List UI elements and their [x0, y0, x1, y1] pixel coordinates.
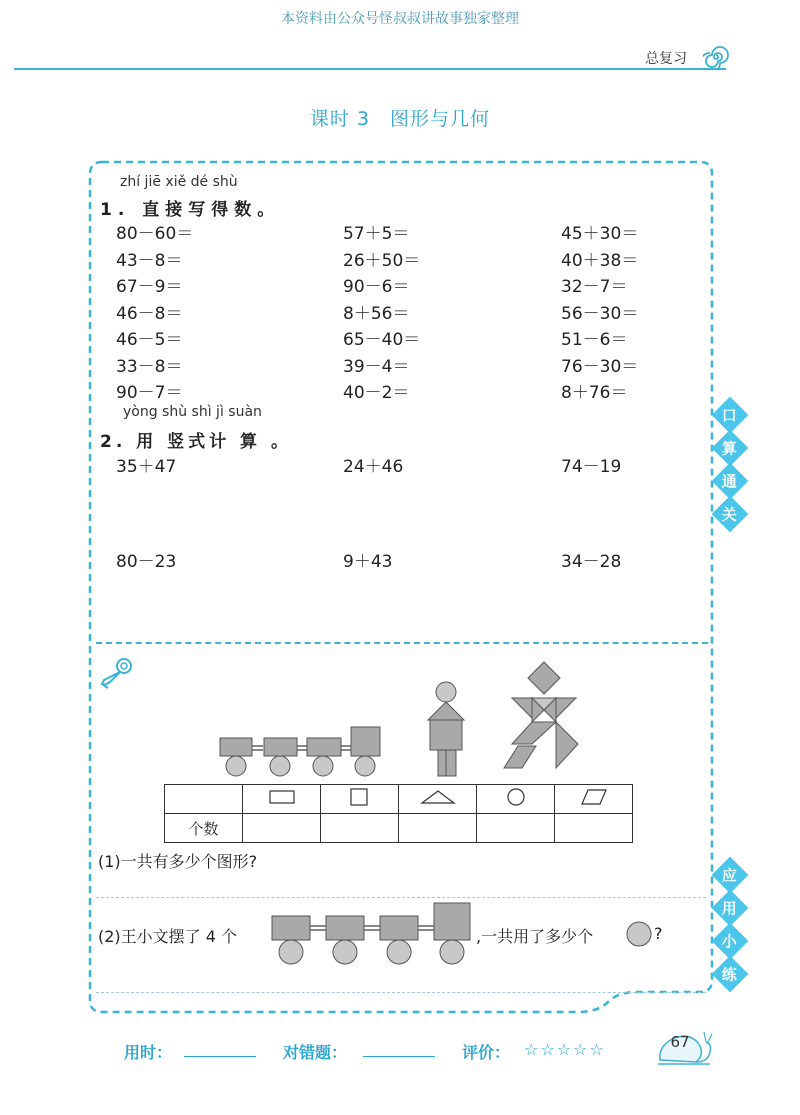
count-answer-cell[interactable]: [399, 814, 477, 843]
expression: 8＋76＝: [561, 383, 628, 403]
expression: 65－40＝: [343, 330, 421, 350]
q1-column-3: [561, 219, 638, 405]
expression: 80－60＝: [116, 224, 194, 244]
train-inline-figure: [268, 900, 474, 966]
parallelogram-shape-icon: [580, 788, 608, 806]
side-tag-group-application: [717, 862, 743, 987]
table-cell: [477, 785, 555, 814]
q1-column-1: [116, 219, 193, 405]
side-tag: 练: [712, 956, 749, 993]
expression: 45＋30＝: [561, 224, 639, 244]
time-label: 用时：: [124, 1043, 173, 1062]
expression: 26＋50＝: [343, 250, 421, 271]
section-divider: [96, 642, 708, 644]
table-cell: [321, 785, 399, 814]
subquestion-2-start: (2)王小文摆了 4 个: [98, 927, 238, 946]
rating-label: 评价：: [462, 1043, 511, 1062]
train-figure: [215, 722, 385, 778]
section-tag: 总复习: [645, 51, 687, 67]
expression: 76－30＝: [561, 356, 639, 377]
expression: 90－7＝: [116, 383, 183, 403]
expression: 51－6＝: [561, 330, 628, 350]
tangram-figure: [498, 660, 590, 776]
rating-stars[interactable]: ☆☆☆☆☆: [524, 1040, 606, 1059]
side-tag: 小: [712, 923, 749, 960]
expression: 40－2＝: [343, 383, 410, 403]
table-row: [165, 785, 633, 814]
expression: 67－9＝: [116, 277, 183, 297]
errors-label: 对错题：: [283, 1043, 348, 1062]
square-shape-icon: [349, 787, 371, 807]
shape-count-table: [164, 784, 633, 843]
expression: 32－7＝: [561, 277, 628, 297]
expression: 9＋43: [343, 552, 393, 572]
side-tag: 关: [712, 496, 749, 533]
q2-title: 2. 用 竖式计 算 。: [100, 432, 292, 452]
side-tag: 算: [712, 430, 749, 467]
expression: 57＋5＝: [343, 224, 410, 244]
spiral-icon: [703, 44, 729, 70]
answer-line[interactable]: [96, 897, 706, 898]
expression: 35＋47: [116, 457, 177, 477]
table-cell: [165, 785, 243, 814]
expression: 46－5＝: [116, 330, 183, 350]
side-tag-group-mental: [717, 402, 743, 527]
side-tag: 通: [712, 463, 749, 500]
expression: 90－6＝: [343, 277, 410, 297]
expression: 8＋56＝: [343, 303, 410, 324]
table-cell: [555, 785, 633, 814]
expression: 40＋38＝: [561, 250, 639, 271]
watermark-text: 本资料由公众号怪叔叔讲故事独家整理: [281, 11, 519, 27]
subquestion-2-middle: ,一共用了多少个: [476, 927, 594, 946]
count-answer-cell[interactable]: [243, 814, 321, 843]
subquestion-1: (1)一共有多少个图形?: [98, 852, 258, 871]
side-tag: 用: [712, 890, 749, 927]
q1-title: 1. 直接写得数。: [100, 200, 281, 220]
side-tag: 口: [712, 397, 749, 434]
table-cell: [243, 785, 321, 814]
circle-wheel-icon: [625, 920, 653, 948]
page-number: 67: [670, 1033, 690, 1051]
q2-pinyin: yòng shù shì jì suàn: [123, 404, 262, 420]
q1-column-2: [343, 219, 420, 405]
expression: 39－4＝: [343, 356, 410, 377]
table-cell: [399, 785, 477, 814]
circle-shape-icon: [505, 787, 527, 807]
count-answer-cell[interactable]: [321, 814, 399, 843]
house-figure: [424, 680, 470, 778]
header-rule: [14, 68, 726, 70]
errors-field[interactable]: [363, 1056, 435, 1057]
time-field[interactable]: [184, 1056, 256, 1057]
count-row-label: 个数: [165, 814, 243, 843]
triangle-shape-icon: [420, 789, 456, 805]
expression: 56－30＝: [561, 303, 639, 324]
expression: 24＋46: [343, 457, 404, 477]
expression: 80－23: [116, 552, 177, 572]
hand-pointer-icon: [98, 656, 138, 692]
subquestion-2-end: ?: [654, 924, 663, 943]
expression: 33－8＝: [116, 356, 183, 377]
expression: 34－28: [561, 552, 622, 572]
q1-pinyin: zhí jiē xiě dé shù: [120, 174, 238, 190]
page-title: 课时 3 图形与几何: [309, 108, 491, 130]
rectangle-shape-icon: [268, 789, 296, 805]
answer-line[interactable]: [96, 992, 706, 993]
count-answer-cell[interactable]: [477, 814, 555, 843]
count-answer-cell[interactable]: [555, 814, 633, 843]
expression: 46－8＝: [116, 303, 183, 324]
expression: 74－19: [561, 457, 622, 477]
side-tag: 应: [712, 857, 749, 894]
table-row: [165, 814, 633, 843]
expression: 43－8＝: [116, 250, 183, 271]
